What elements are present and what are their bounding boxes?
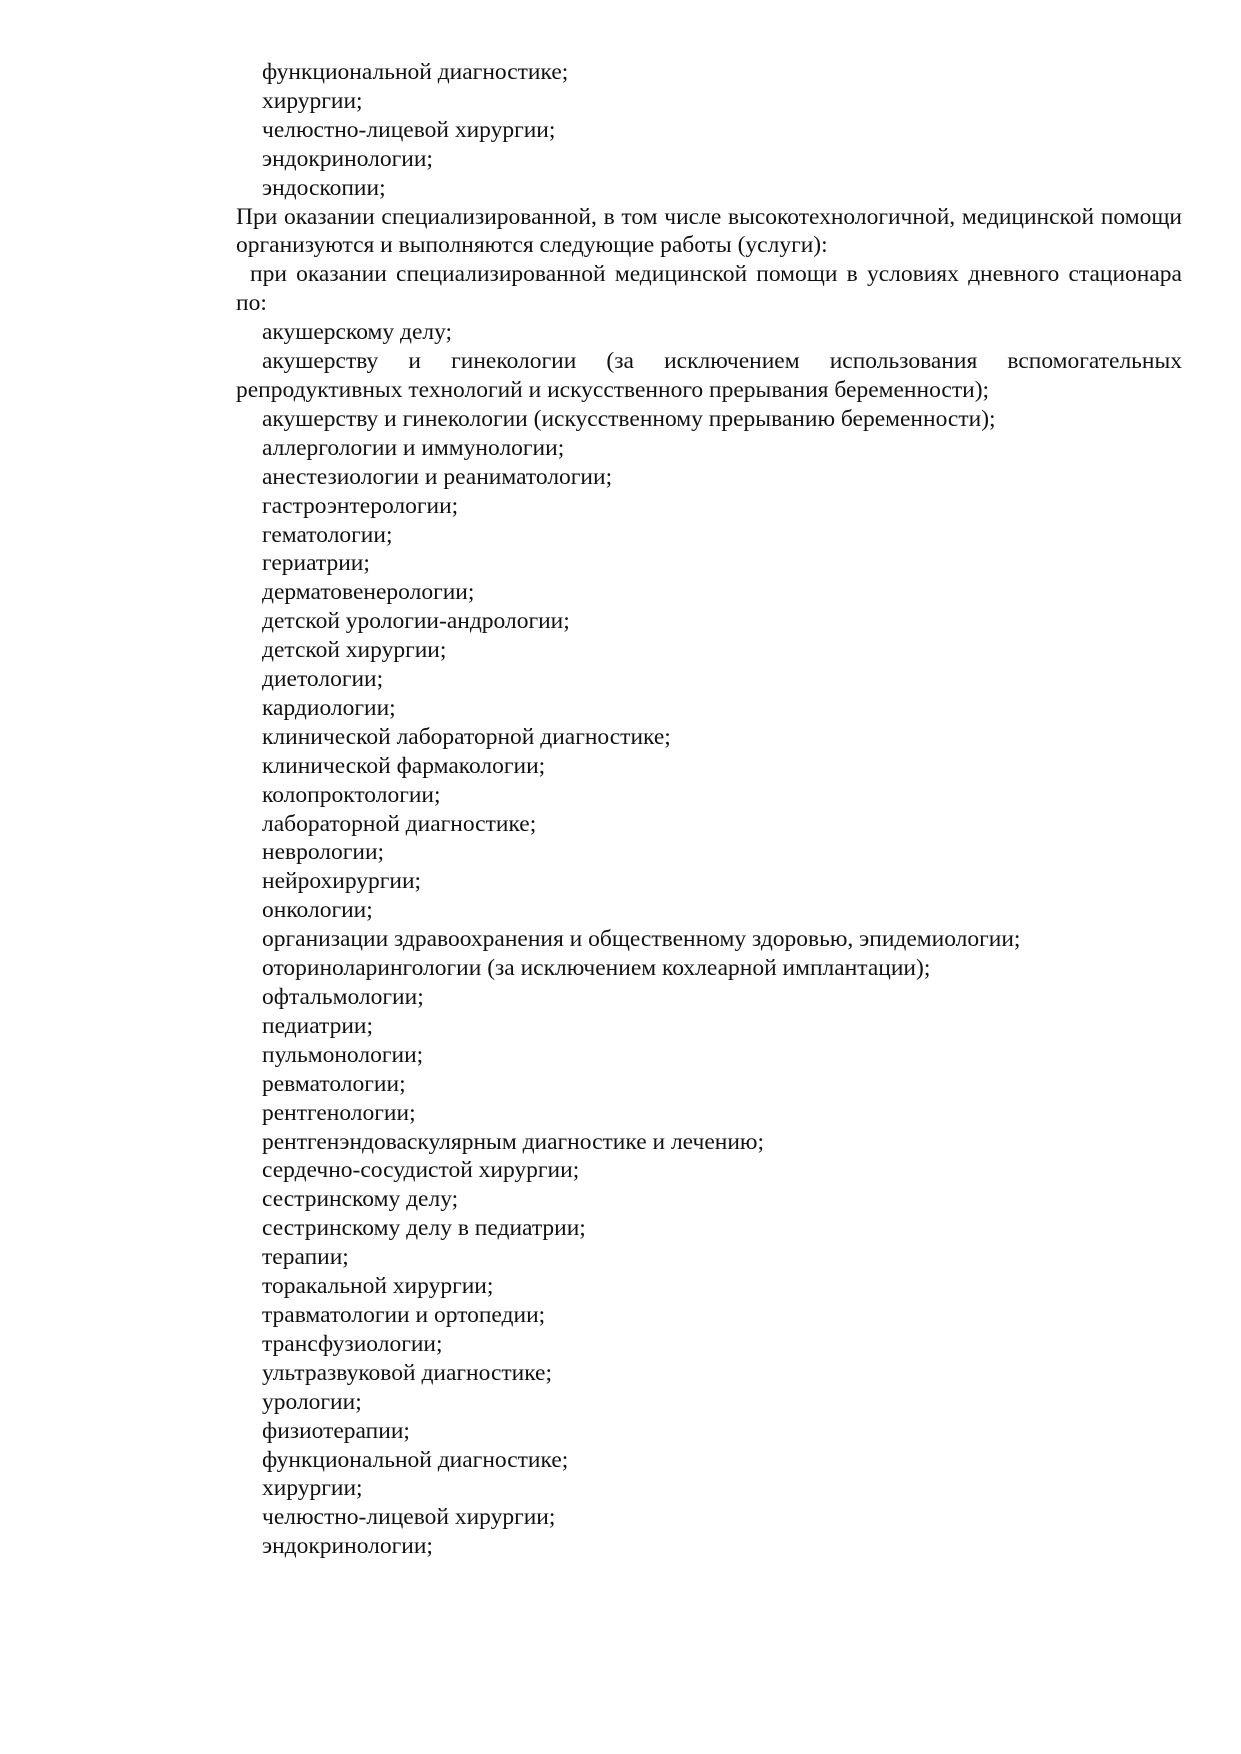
list-item: акушерству и гинекологии (за исключением использования вспомогательных репродуктивных технологий и искусственного прерывания беременности); (236, 348, 1182, 403)
list-item: неврологии; (262, 839, 385, 866)
list-item: функциональной диагностике; (262, 59, 569, 85)
list-item: рентгенологии; (262, 1099, 416, 1126)
list-item: гериатрии; (262, 550, 370, 577)
list-top (236, 58, 1182, 203)
list-item: эндокринологии; (262, 1533, 433, 1560)
list-item: оториноларингологии (за исключением кохлеарной имплантации); (262, 955, 931, 982)
list-item: торакальной хирургии; (262, 1273, 494, 1300)
list-main (236, 318, 1182, 1561)
list-item: колопроктологии; (262, 781, 441, 808)
list-item: клинической фармакологии; (262, 752, 546, 779)
list-item: детской урологии-андрологии; (262, 608, 570, 635)
list-item: акушерству и гинекологии (искусственному прерыванию беременности); (262, 405, 996, 432)
list-item: эндокринологии; (262, 145, 433, 172)
list-item: функциональной диагностике; (262, 1446, 569, 1473)
intro-paragraph: При оказании специализированной, в том числе высокотехнологичной, медицинской помощи организуются и выполняются следующие работы (услуги): (236, 203, 1182, 259)
day-hospital-paragraph: при оказании специализированной медицинской помощи в условиях дневного стационара по: (236, 261, 1182, 317)
list-item: клинической лабораторной диагностике; (262, 723, 671, 750)
list-item: ультразвуковой диагностике; (262, 1359, 553, 1386)
list-item: гастроэнтерологии; (262, 492, 459, 519)
list-item: сердечно-сосудистой хирургии; (262, 1157, 580, 1184)
list-item: сестринскому делу в педиатрии; (262, 1215, 586, 1242)
list-item: педиатрии; (262, 1012, 374, 1039)
list-item: анестезиологии и реаниматологии; (262, 463, 613, 490)
list-item: трансфузиологии; (262, 1330, 443, 1357)
list-item: физиотерапии; (262, 1417, 410, 1444)
list-item: акушерскому делу; (262, 319, 453, 346)
list-item: лабораторной диагностике; (262, 810, 537, 837)
list-item: челюстно-лицевой хирургии; (262, 1504, 556, 1531)
list-item: гематологии; (262, 521, 393, 548)
list-item: хирургии; (262, 87, 363, 114)
list-item: нейрохирургии; (262, 868, 422, 895)
list-item: эндоскопии; (262, 174, 386, 201)
list-item: кардиологии; (262, 694, 396, 721)
list-item: сестринскому делу; (262, 1186, 459, 1213)
list-item: офтальмологии; (262, 984, 424, 1010)
document-page (236, 58, 1182, 1561)
list-item: пульмонологии; (262, 1041, 424, 1068)
list-item: организации здравоохранения и общественному здоровью, эпидемиологии; (262, 926, 1021, 953)
list-item: хирургии; (262, 1475, 363, 1502)
list-item: челюстно-лицевой хирургии; (262, 116, 556, 143)
list-item: ревматологии; (262, 1070, 406, 1097)
list-item: диетологии; (262, 666, 384, 693)
list-item: онкологии; (262, 897, 373, 924)
list-item: рентгенэндоваскулярным диагностике и лечению; (262, 1128, 765, 1155)
list-item: аллергологии и иммунологии; (262, 434, 565, 461)
list-item: терапии; (262, 1244, 349, 1271)
list-item: детской хирургии; (262, 637, 447, 664)
list-item: дерматовенерологии; (262, 579, 475, 606)
list-item: травматологии и ортопедии; (262, 1301, 546, 1328)
list-item: урологии; (262, 1388, 362, 1415)
